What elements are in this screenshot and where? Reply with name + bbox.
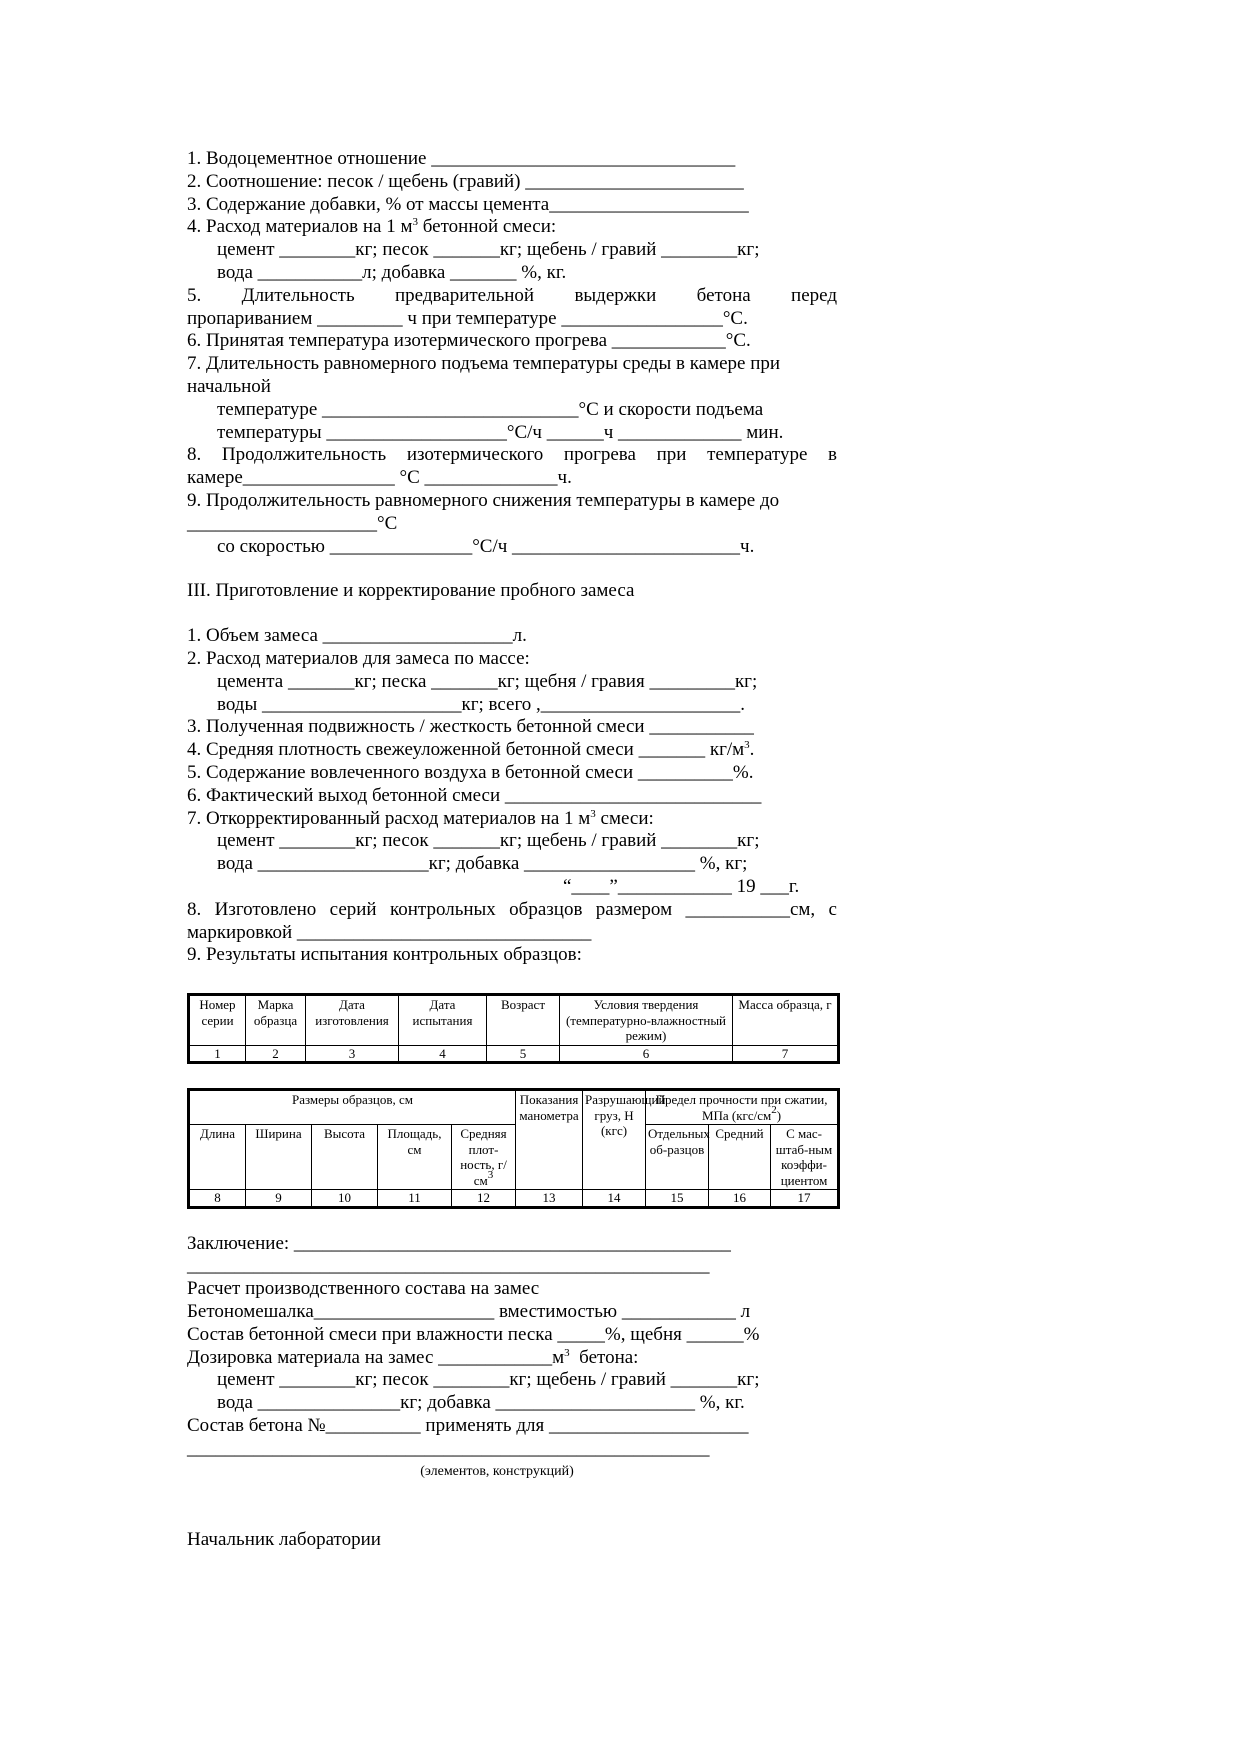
production-title: Расчет производственного состава на замес bbox=[187, 1278, 540, 1300]
item-2: 2. Соотношение: песок / щебень (гравий) _______________________ bbox=[187, 170, 744, 192]
section-3-title: III. Приготовление и корректирование пробного замеса bbox=[187, 580, 635, 602]
item-4-line-2: вода ___________л; добавка _______ %, кг. bbox=[217, 261, 567, 283]
apply-caption: (элементов, конструкций) bbox=[420, 1463, 574, 1479]
table-cell: 15 bbox=[646, 1190, 709, 1208]
table-header-cell: Марка образца bbox=[246, 995, 306, 1046]
table-header-cell: Возраст bbox=[487, 995, 560, 1046]
table-header-cell: Дата испытания bbox=[399, 995, 487, 1046]
header-width: Ширина bbox=[246, 1125, 312, 1190]
header-gauge-reading: Показания манометра bbox=[516, 1090, 583, 1190]
table-cell: 5 bbox=[487, 1045, 560, 1063]
table-cell: 10 bbox=[312, 1190, 378, 1208]
item-5-line-2: пропариванием _________ ч при температуре _________________°С. bbox=[187, 307, 748, 329]
table-cell: 16 bbox=[709, 1190, 771, 1208]
item-4-heading: 4. Расход материалов на 1 $м^3$ бетонной смеси: bbox=[187, 216, 557, 238]
dosage-line: Дозировка материала на замес $\_\_\_\_\_\_\_\_\_\_\_\_м^3$ бетона: bbox=[187, 1346, 639, 1368]
s3-item-7-line-a: цемент ________кг; песок _______кг; щебень / гравий ________кг; bbox=[217, 830, 760, 852]
s3-item-7-line-b: вода __________________кг; добавка __________________ %, кг; bbox=[217, 853, 748, 875]
conclusion-line-2: _______________________________________________________ bbox=[187, 1255, 710, 1277]
s3-item-8-line-a: 8. Изготовлено серий контрольных образцов размером ___________см, с bbox=[187, 898, 837, 920]
table-cell: 4 bbox=[399, 1045, 487, 1063]
item-4-line-1: цемент ________кг; песок _______кг; щебень / гравий ________кг; bbox=[217, 239, 760, 261]
strength-table bbox=[187, 1088, 840, 1209]
header-breaking-load: Разрушающий груз, Н (кгс) bbox=[583, 1090, 646, 1190]
item-8-line-2: камере________________ °С ______________ч. bbox=[187, 467, 572, 489]
header-mean: Средний bbox=[709, 1125, 771, 1190]
date-line: “____”____________ 19 ___г. bbox=[563, 875, 800, 897]
dosage-line-1: цемент ________кг; песок ________кг; щебень / гравий _______кг; bbox=[217, 1369, 760, 1391]
table-cell: 9 bbox=[246, 1190, 312, 1208]
dosage-line-2: вода _______________кг; добавка _____________________ %, кг. bbox=[217, 1392, 745, 1414]
conclusion-line-1: Заключение: ______________________________________________ bbox=[187, 1232, 731, 1254]
table-cell: 2 bbox=[246, 1045, 306, 1063]
header-length: Длина bbox=[189, 1125, 246, 1190]
item-9-line-3: со скоростью _______________°С/ч ________________________ч. bbox=[217, 535, 755, 557]
header-height: Высота bbox=[312, 1125, 378, 1190]
group-header-strength: Предел прочности при сжатии, МПа $(кгс/см^2)$ bbox=[646, 1090, 839, 1125]
item-5-line-1: 5. Длительность предварительной выдержки бетона перед bbox=[187, 284, 837, 306]
table-cell: 7 bbox=[733, 1045, 839, 1063]
table-cell: 8 bbox=[189, 1190, 246, 1208]
item-1: 1. Водоцементное отношение ________________________________ bbox=[187, 148, 736, 169]
samples-table bbox=[187, 993, 840, 1064]
s3-item-1: 1. Объем замеса ____________________л. bbox=[187, 625, 527, 647]
table-cell: 17 bbox=[771, 1190, 839, 1208]
s3-item-6: 6. Фактический выход бетонной смеси ___________________________ bbox=[187, 784, 762, 806]
s3-item-4: 4. Средняя плотность свежеуложенной бетонной смеси _______ $кг/м^3$. bbox=[187, 739, 755, 761]
moisture-line: Состав бетонной смеси при влажности песка _____%, щебня ______% bbox=[187, 1323, 760, 1345]
table-header-row bbox=[189, 1090, 839, 1125]
item-9-line-2: ____________________°С bbox=[187, 512, 398, 534]
table-cell: 1 bbox=[189, 1045, 246, 1063]
table-cell: 12 bbox=[452, 1190, 516, 1208]
header-individual: Отдельных об-разцов bbox=[646, 1125, 709, 1190]
s3-item-8-line-b: маркировкой _______________________________ bbox=[187, 921, 592, 943]
table-header-cell: Условия твердения (температурно-влажностный режим) bbox=[560, 995, 733, 1046]
table-cell: 11 bbox=[378, 1190, 452, 1208]
s3-item-2-line-b: воды _____________________кг; всего ,_____________________. bbox=[217, 693, 746, 715]
header-density: Средняя плот-ность, $г/см^3$ bbox=[452, 1125, 516, 1190]
table-header-row bbox=[189, 995, 839, 1046]
header-area: Площадь, см bbox=[378, 1125, 452, 1190]
signature-title: Начальник лаборатории bbox=[187, 1529, 381, 1551]
s3-item-2: 2. Расход материалов для замеса по массе: bbox=[187, 647, 530, 669]
table-header-cell: Дата изготовления bbox=[306, 995, 399, 1046]
s3-item-2-line-a: цемента _______кг; песка _______кг; щебня / гравия _________кг; bbox=[217, 670, 758, 692]
item-3: 3. Содержание добавки, % от массы цемента_____________________ bbox=[187, 193, 749, 215]
table-cell: 6 bbox=[560, 1045, 733, 1063]
group-header-sizes: Размеры образцов, см bbox=[189, 1090, 516, 1125]
item-7-line-2: начальной bbox=[187, 375, 271, 397]
table-cell: 13 bbox=[516, 1190, 583, 1208]
table-number-row bbox=[189, 1190, 839, 1208]
document-page bbox=[187, 148, 837, 1552]
apply-line: Состав бетона №__________ применять для _____________________ bbox=[187, 1414, 749, 1436]
s3-item-3: 3. Полученная подвижность / жесткость бетонной смеси ___________ bbox=[187, 716, 754, 738]
item-6: 6. Принятая температура изотермического прогрева ____________°С. bbox=[187, 330, 751, 352]
mixer-line: Бетономешалка___________________ вместимостью ____________ л bbox=[187, 1300, 751, 1322]
table-cell: 3 bbox=[306, 1045, 399, 1063]
table-subheader-row bbox=[189, 1125, 839, 1190]
s3-item-5: 5. Содержание вовлеченного воздуха в бетонной смеси __________%. bbox=[187, 761, 754, 783]
table-header-cell: Масса образца, г bbox=[733, 995, 839, 1046]
item-9-line-1: 9. Продолжительность равномерного снижения температуры в камере до bbox=[187, 489, 780, 511]
item-8-line-1: 8. Продолжительность изотермического прогрева при температуре в bbox=[187, 444, 837, 466]
apply-blank-line: _______________________________________________________ bbox=[187, 1437, 710, 1459]
table-header-cell: Номер серии bbox=[189, 995, 246, 1046]
table-number-row bbox=[189, 1045, 839, 1063]
s3-item-7: 7. Откорректированный расход материалов на 1 $м^3$ смеси: bbox=[187, 807, 654, 829]
s3-item-9: 9. Результаты испытания контрольных образцов: bbox=[187, 944, 582, 966]
table-cell: 14 bbox=[583, 1190, 646, 1208]
header-scale-factor: С мас-штаб-ным коэффи-циентом bbox=[771, 1125, 839, 1190]
item-7-line-1: 7. Длительность равномерного подъема температуры среды в камере при bbox=[187, 353, 781, 375]
item-7-line-3: температуре ___________________________°С и скорости подъема bbox=[217, 398, 764, 420]
item-7-line-4: температуры ___________________°С/ч ______ч _____________ мин. bbox=[217, 421, 784, 443]
